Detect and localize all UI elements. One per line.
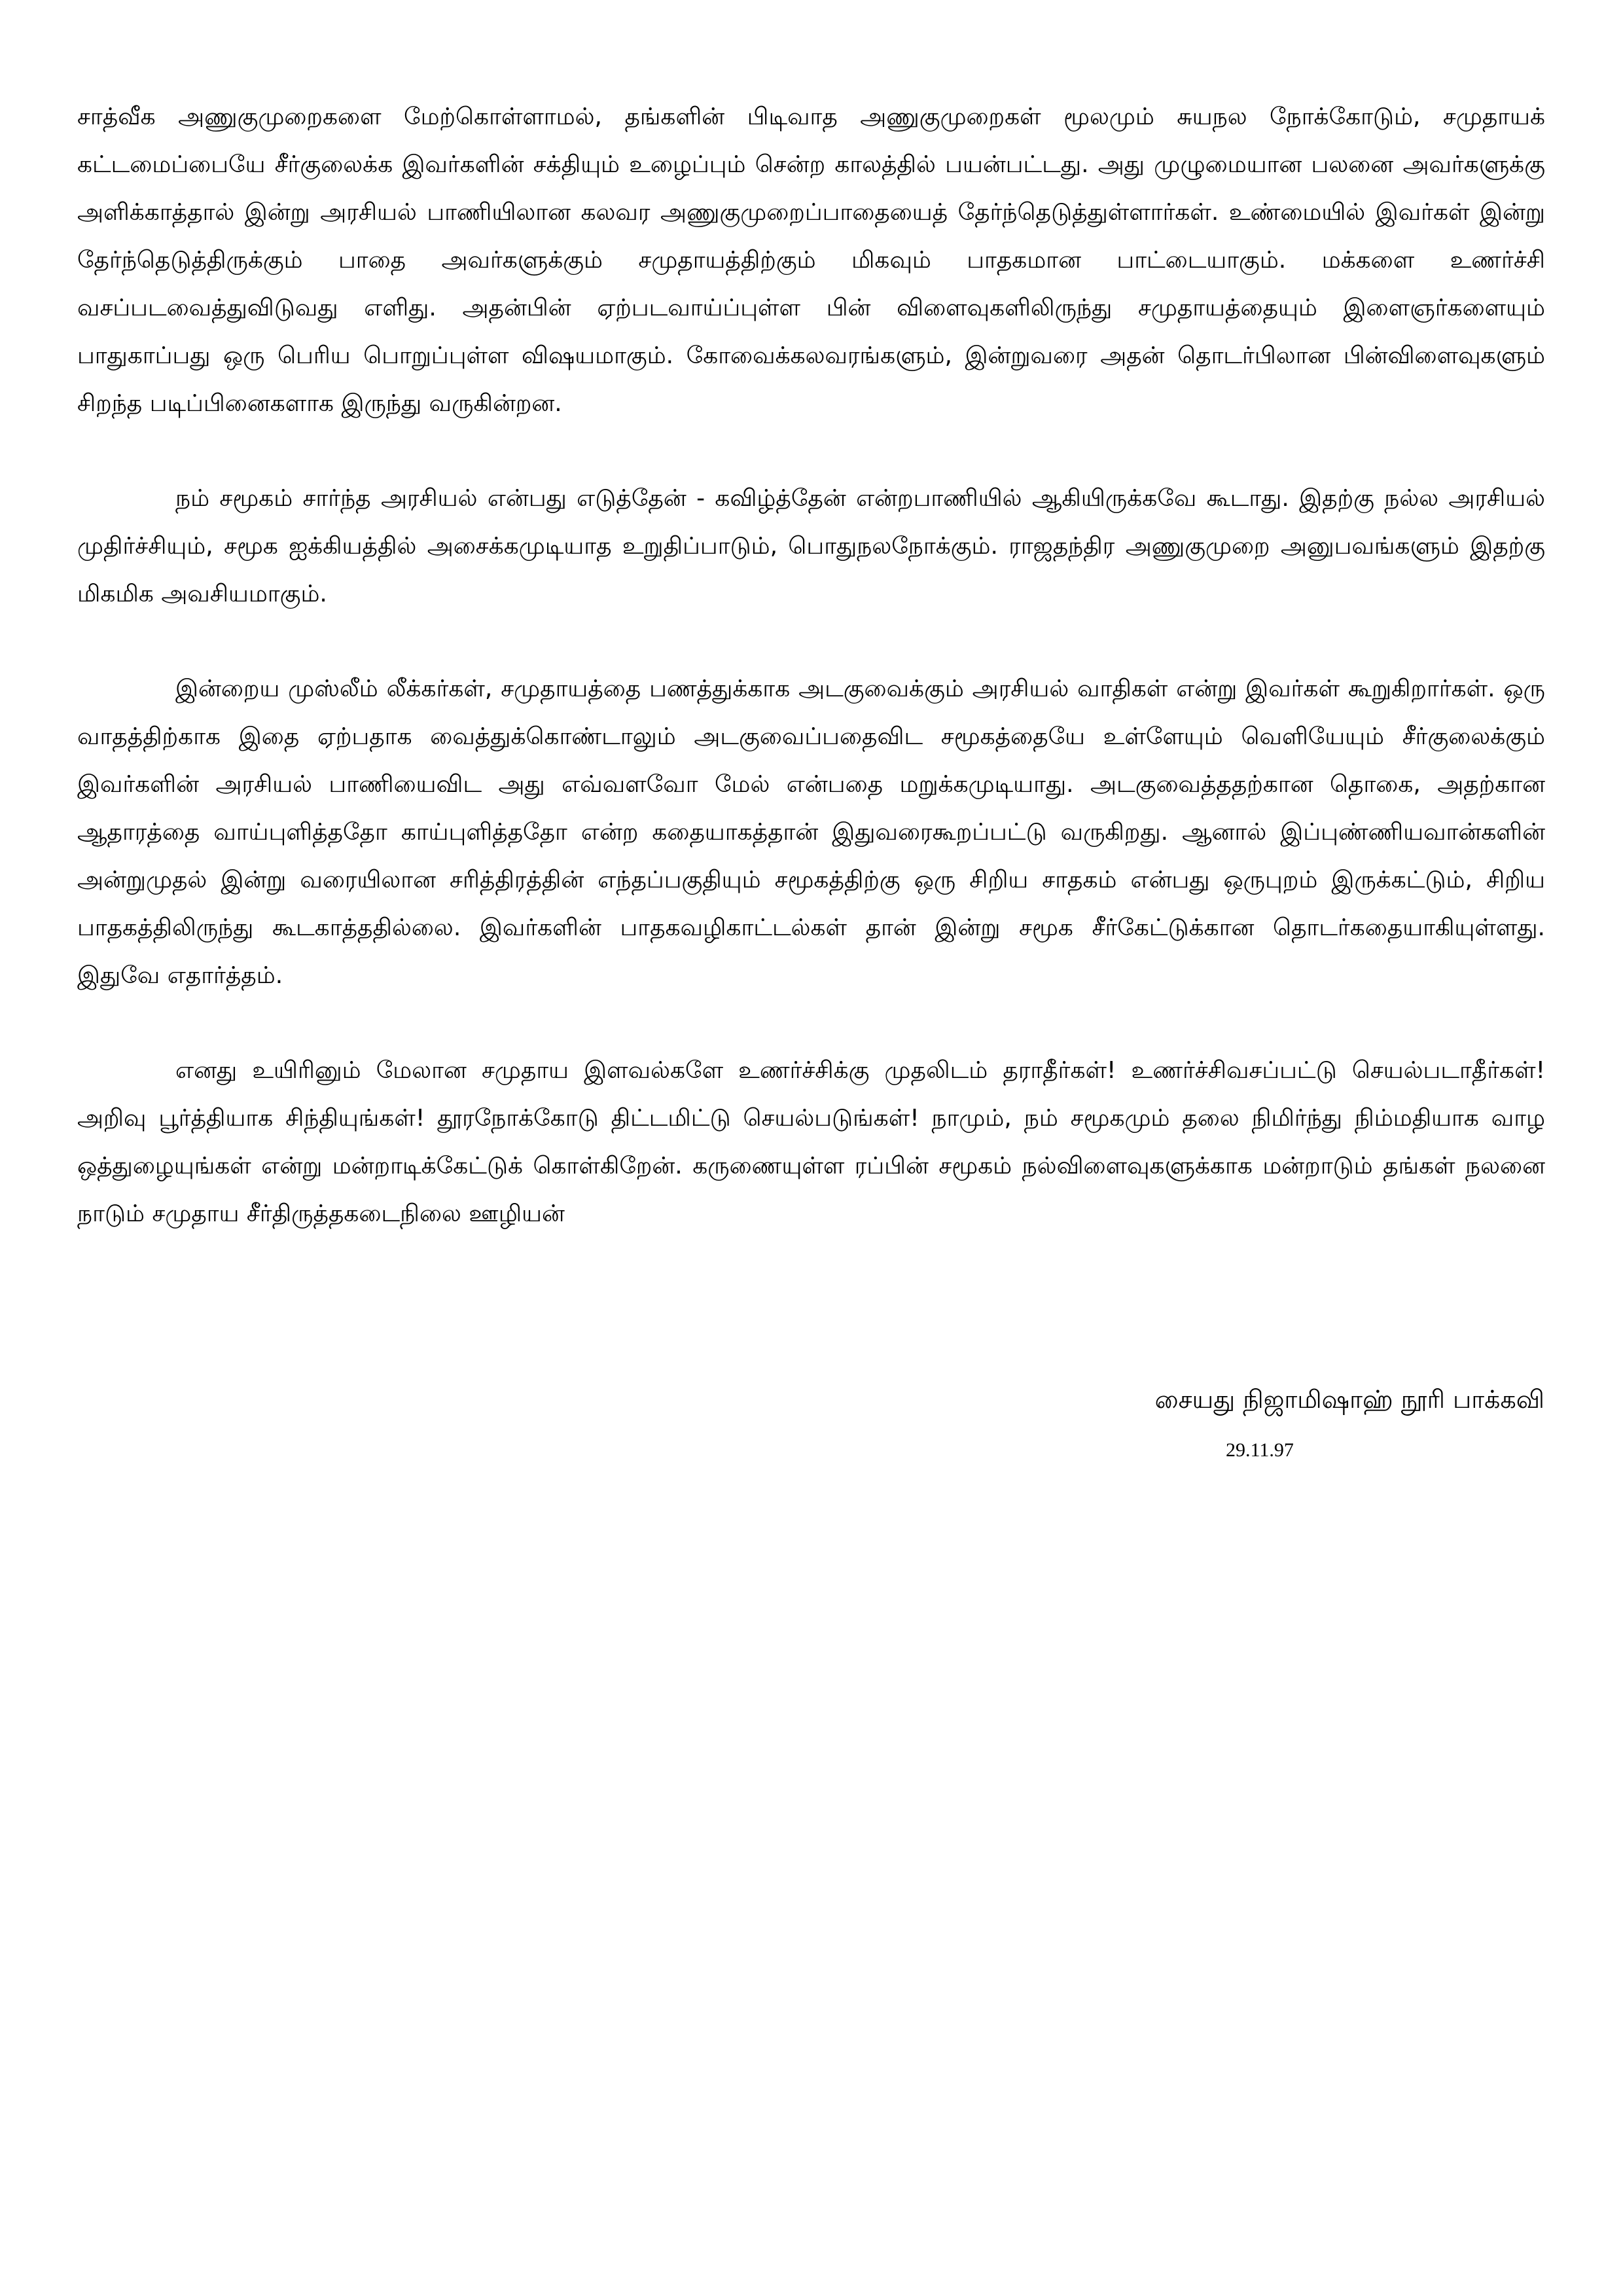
letter-body [77, 93, 1545, 1285]
signature-date: 29.11.97 [1226, 1439, 1294, 1461]
signature-name: சையது நிஜாமிஷாஹ் நூரி பாக்கவி [1154, 1385, 1544, 1414]
paragraph-1: சாத்வீக அணுகுமுறைகளை மேற்கொள்ளாமல், தங்களின் பிடிவாத அணுகுமுறைகள் மூலமும் சுயநல நோக்கோடும், சமுதாயக் கட்டமைப்பையே சீர்குலைக்க இவர்களின் சக்தியும் உழைப்பும் சென்ற காலத்தில் பயன்பட்டது. அது முழுமையான பலனை அவர்களுக்கு அளிக்காத்தால் இன்று அரசியல் பாணியிலான கலவர அணுகுமுறைப்பாதையைத் தேர்ந்தெடுத்துள்ளார்கள். உண்மையில் இவர்கள் இன்று தேர்ந்தெடுத்திருக்கும் பாதை அவர்களுக்கும் சமுதாயத்திற்கும் மிகவும் பாதகமான பாட்டையாகும். மக்களை உணர்ச்சி வசப்படவைத்துவிடுவது எளிது. அதன்பின் ஏற்படவாய்ப்புள்ள பின் விளைவுகளிலிருந்து சமுதாயத்தையும் இளைஞர்களையும் பாதுகாப்பது ஒரு பெரிய பொறுப்புள்ள விஷயமாகும். கோவைக்கலவரங்களும், இன்றுவரை அதன் தொடர்பிலான பின்விளைவுகளும் சிறந்த படிப்பினைகளாக இருந்து வருகின்றன. [77, 103, 1545, 417]
paragraph-4: எனது உயிரினும் மேலான சமுதாய இளவல்களே உணர்ச்சிக்கு முதலிடம் தராதீர்கள்! உணர்ச்சிவசப்பட்டு செயல்படாதீர்கள்! அறிவு பூர்த்தியாக சிந்தியுங்கள்! தூரநோக்கோடு திட்டமிட்டு செயல்படுங்கள்! நாமும், நம் சமூகமும் தலை நிமிர்ந்து நிம்மதியாக வாழ ஒத்துழையுங்கள் என்று மன்றாடிக்கேட்டுக் கொள்கிறேன். கருணையுள்ள ரப்பின் சமூகம் நல்விளைவுகளுக்காக மன்றாடும் தங்கள் நலனை நாடும் சமுதாய சீர்திருத்தகடைநிலை ஊழியன் [77, 1057, 1545, 1227]
paragraph-2: நம் சமூகம் சார்ந்த அரசியல் என்பது எடுத்தேன் - கவிழ்த்தேன் என்றபாணியில் ஆகியிருக்கவே கூடாது. இதற்கு நல்ல அரசியல் முதிர்ச்சியும், சமூக ஐக்கியத்தில் அசைக்கமுடியாத உறுதிப்பாடும், பொதுநலநோக்கும். ராஜதந்திர அணுகுமுறை அனுபவங்களும் இதற்கு மிகமிக அவசியமாகும். [77, 485, 1545, 607]
paragraph-3: இன்றைய முஸ்லீம் லீக்கர்கள், சமுதாயத்தை பணத்துக்காக அடகுவைக்கும் அரசியல் வாதிகள் என்று இவர்கள் கூறுகிறார்கள். ஒரு வாதத்திற்காக இதை ஏற்பதாக வைத்துக்கொண்டாலும் அடகுவைப்பதைவிட சமூகத்தையே உள்ளேயும் வெளியேயும் சீர்குலைக்கும் இவர்களின் அரசியல் பாணியைவிட அது எவ்வளவோ மேல் என்பதை மறுக்கமுடியாது. அடகுவைத்ததற்கான தொகை, அதற்கான ஆதாரத்தை வாய்புளித்ததோ காய்புளித்ததோ என்ற கதையாகத்தான் இதுவரைகூறப்பட்டு வருகிறது. ஆனால் இப்புண்ணியவான்களின் அன்றுமுதல் இன்று வரையிலான சரித்திரத்தின் எந்தப்பகுதியும் சமூகத்திற்கு ஒரு சிறிய சாதகம் என்பது ஒருபுறம் இருக்கட்டும், சிறிய பாதகத்திலிருந்து கூடகாத்ததில்லை. இவர்களின் பாதகவழிகாட்டல்கள் தான் இன்று சமூக சீர்கேட்டுக்கான தொடர்கதையாகியுள்ளது. இதுவே எதார்த்தம். [77, 675, 1545, 989]
